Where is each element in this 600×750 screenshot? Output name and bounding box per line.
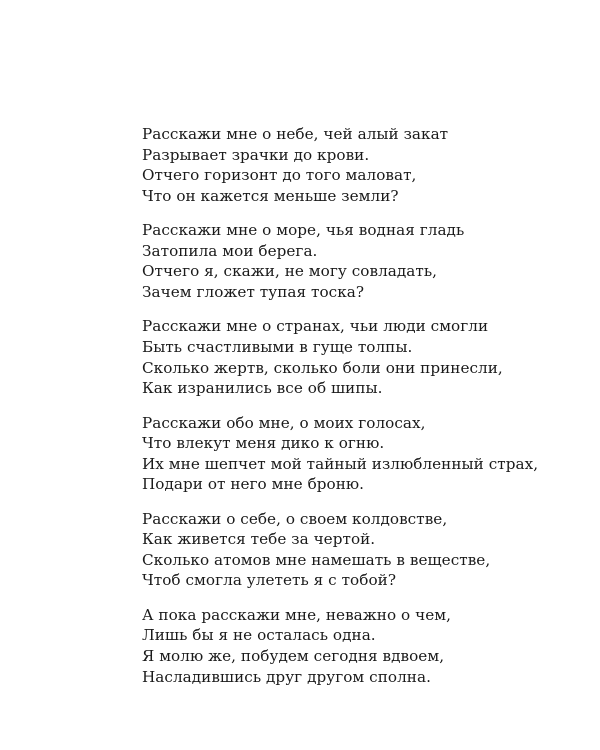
poem-line: Расскажи мне о небе, чей алый закат [142, 125, 449, 143]
poem-line: Расскажи мне о странах, чьи люди смогли [142, 317, 489, 336]
poem-line: Чтоб смогла улететь я с тобой? [142, 571, 397, 590]
poem-line: Расскажи о себе, о своем колдовстве, [142, 509, 448, 528]
stanza-6 [142, 605, 582, 687]
poem-line: Расскажи мне о море, чья водная гладь [142, 221, 465, 240]
poem-text [142, 124, 582, 687]
poem-line: Как изранились все об шипы. [142, 379, 383, 398]
poem-line: Их мне шепчет мой тайный излюбленный страх, [142, 454, 539, 473]
stanza-2 [142, 220, 582, 302]
stanza-4 [142, 413, 582, 495]
stanza-5 [142, 509, 582, 591]
poem-line: Что он кажется меньше земли? [142, 186, 399, 205]
poem-line: Быть счастливыми в гуще толпы. [142, 337, 413, 356]
poem-line: Сколько атомов мне намешать в веществе, [142, 550, 491, 569]
poem-line: Разрывает зрачки до крови. [142, 145, 370, 164]
poem-line: Зачем гложет тупая тоска? [142, 282, 365, 301]
poem-line: Насладившись друг другом сполна. [142, 667, 431, 686]
poem-line: Сколько жертв, сколько боли они принесли, [142, 358, 503, 377]
poem-line: Отчего горизонт до того маловат, [142, 166, 417, 185]
poem-line: Затопила мои берега. [142, 241, 318, 260]
poem-line: Подари от него мне броню. [142, 475, 365, 494]
poem-line: Что влекут меня дико к огню. [142, 434, 385, 453]
stanza-1 [142, 124, 582, 206]
poem-line: А пока расскажи мне, неважно о чем, [142, 605, 451, 624]
poem-line: Как живется тебе за чертой. [142, 530, 376, 549]
poem-line: Я молю же, побудем сегодня вдвоем, [142, 647, 445, 666]
stanza-3 [142, 316, 582, 398]
poem-line: Отчего я, скажи, не могу совладать, [142, 262, 438, 281]
poem-line: Расскажи обо мне, о моих голосах, [142, 413, 426, 432]
poem-line: Лишь бы я не осталась одна. [142, 626, 376, 645]
